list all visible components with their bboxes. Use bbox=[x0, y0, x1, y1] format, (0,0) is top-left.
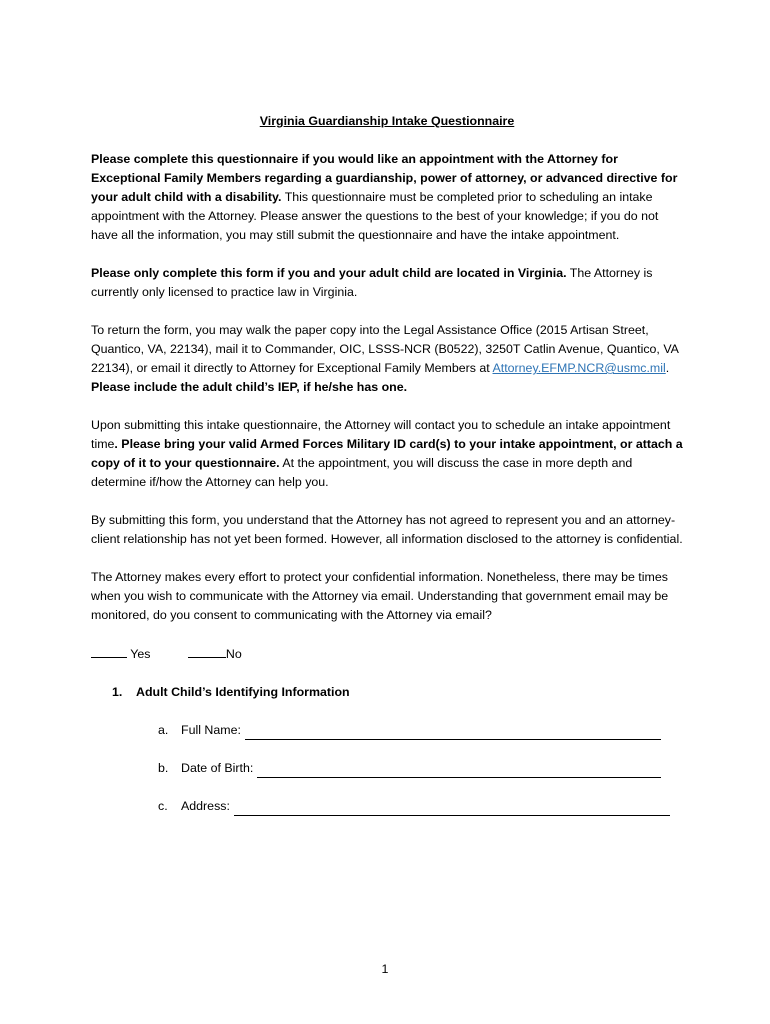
field-label: Address: bbox=[181, 799, 230, 813]
confidentiality-paragraph: By submitting this form, you understand that the Attorney has not agreed to represent you and an attorney-client relationship has not yet been formed. However, all information disclosed to the attorney is confidential. bbox=[91, 513, 683, 546]
date-of-birth-field bbox=[158, 759, 683, 778]
section-heading bbox=[112, 683, 683, 702]
location-text: The Attorney is currently only licensed to practice law in Virginia. bbox=[91, 266, 653, 299]
no-label: No bbox=[225, 647, 242, 661]
iep-note: Please include the adult child’s IEP, if he/she has one. bbox=[91, 380, 408, 394]
document-title: Virginia Guardianship Intake Questionnaire bbox=[259, 114, 515, 128]
consent-no-option[interactable] bbox=[188, 647, 242, 661]
field-label: Full Name: bbox=[181, 723, 241, 737]
field-letter: c. bbox=[158, 799, 168, 813]
return-form-after: . bbox=[665, 361, 670, 375]
yes-label: Yes bbox=[127, 647, 151, 661]
yes-blank-line[interactable] bbox=[91, 644, 127, 658]
submission-text-2: At the appointment, you will discuss the case in more depth and determine if/how the Attorney can help you. bbox=[91, 456, 633, 489]
intro-bold-text: Please complete this questionnaire if you would like an appointment with the Attorney for Exceptional Family Members regarding a guardianship, power of attorney, or advanced directive for your adult child with a disability. bbox=[91, 152, 678, 204]
address-input-line[interactable] bbox=[234, 802, 670, 816]
submission-text-1: Upon submitting this intake questionnaire, the Attorney will contact you to schedule an intake appointment time bbox=[91, 418, 671, 451]
email-consent-paragraph: The Attorney makes every effort to protect your confidential information. Nonetheless, there may be times when you wish to communicate with the Attorney via email. Understanding that government email may be monitored, do you consent to communicating with the Attorney via email? bbox=[91, 570, 669, 622]
field-letter: a. bbox=[158, 723, 169, 737]
no-blank-line[interactable] bbox=[188, 644, 226, 658]
location-paragraph bbox=[91, 264, 683, 302]
email-consent-options bbox=[91, 644, 683, 664]
page-number: 1 bbox=[381, 962, 389, 976]
full-name-field bbox=[158, 721, 683, 740]
submission-paragraph bbox=[91, 416, 683, 492]
field-letter: b. bbox=[158, 761, 169, 775]
location-bold-text: Please only complete this form if you and your adult child are located in Virginia. bbox=[91, 266, 567, 280]
submission-bold-text: . Please bring your valid Armed Forces Military ID card(s) to your intake appointment, or attach a copy of it to your questionnaire. bbox=[91, 437, 683, 470]
date-of-birth-input-line[interactable] bbox=[257, 764, 661, 778]
consent-yes-option[interactable] bbox=[91, 647, 150, 661]
return-form-paragraph bbox=[91, 321, 683, 397]
intro-paragraph bbox=[91, 150, 683, 245]
return-form-text: To return the form, you may walk the paper copy into the Legal Assistance Office (2015 Artisan Street, Quantico, VA, 22134), mail it to Commander, OIC, LSSS-NCR (B0522), 3250T Catlin Avenue, Quantico, VA 22134), or email it directly to Attorney for Exceptional Family Members at bbox=[91, 323, 679, 375]
address-field bbox=[158, 797, 683, 816]
intro-text: This questionnaire must be completed prior to scheduling an intake appointment with the Attorney. Please answer the questions to the best of your knowledge; if you do not have all the information, you may still submit the questionnaire and have the intake appointment. bbox=[91, 190, 659, 242]
email-link[interactable]: Attorney.EFMP.NCR@usmc.mil bbox=[492, 361, 666, 375]
document-page bbox=[91, 112, 683, 835]
section-number: 1. bbox=[112, 685, 123, 699]
field-label: Date of Birth: bbox=[181, 761, 254, 775]
full-name-input-line[interactable] bbox=[245, 726, 661, 740]
section-title: Adult Child’s Identifying Information bbox=[136, 685, 350, 699]
